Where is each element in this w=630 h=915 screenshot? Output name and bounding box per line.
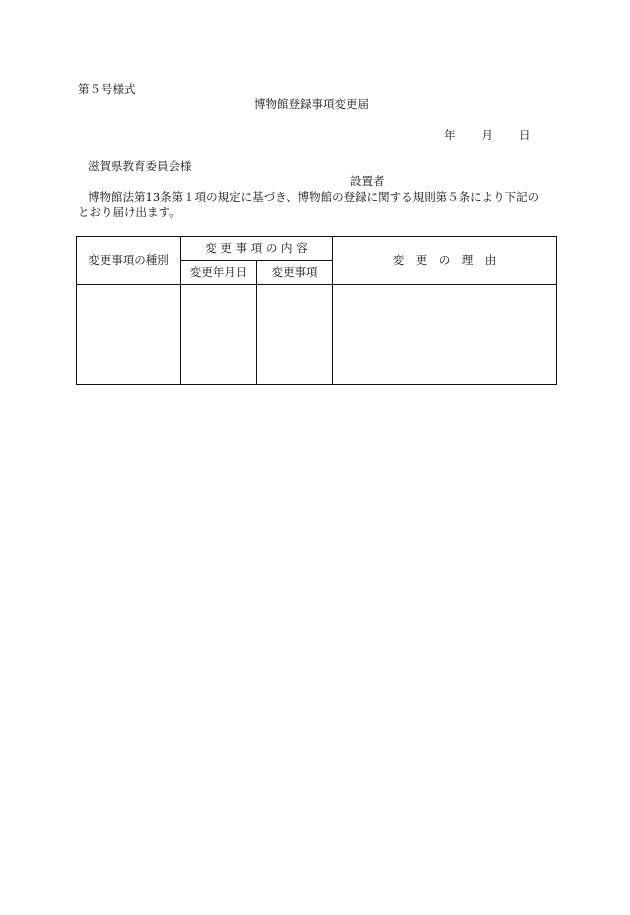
date-line — [444, 130, 531, 142]
cell-change-reason[interactable] — [333, 285, 557, 385]
date-day-label: 日 — [519, 128, 531, 142]
body-text-line-2: とおり届け出ます。 — [78, 205, 181, 219]
founder-label: 設置者 — [350, 174, 385, 188]
date-year-label: 年 — [444, 128, 456, 142]
addressee: 滋賀県教育委員会様 — [88, 159, 192, 173]
body-text-line-1: 博物館法第13条第１項の規定に基づき、博物館の登録に関する規則第５条により下記の — [88, 190, 540, 204]
header-change-reason: 変 更 の 理 由 — [333, 237, 557, 285]
document-title: 博物館登録事項変更届 — [254, 97, 369, 111]
form-number: 第５号様式 — [78, 82, 136, 96]
change-table — [76, 236, 557, 385]
cell-change-item[interactable] — [257, 285, 333, 385]
header-change-content: 変 更 事 項 の 内 容 — [181, 237, 333, 261]
date-month-label: 月 — [481, 128, 493, 142]
header-change-type: 変更事項の種別 — [77, 237, 181, 285]
cell-change-type[interactable] — [77, 285, 181, 385]
header-change-item: 変更事項 — [257, 261, 333, 285]
cell-change-date[interactable] — [181, 285, 257, 385]
header-change-date: 変更年月日 — [181, 261, 257, 285]
